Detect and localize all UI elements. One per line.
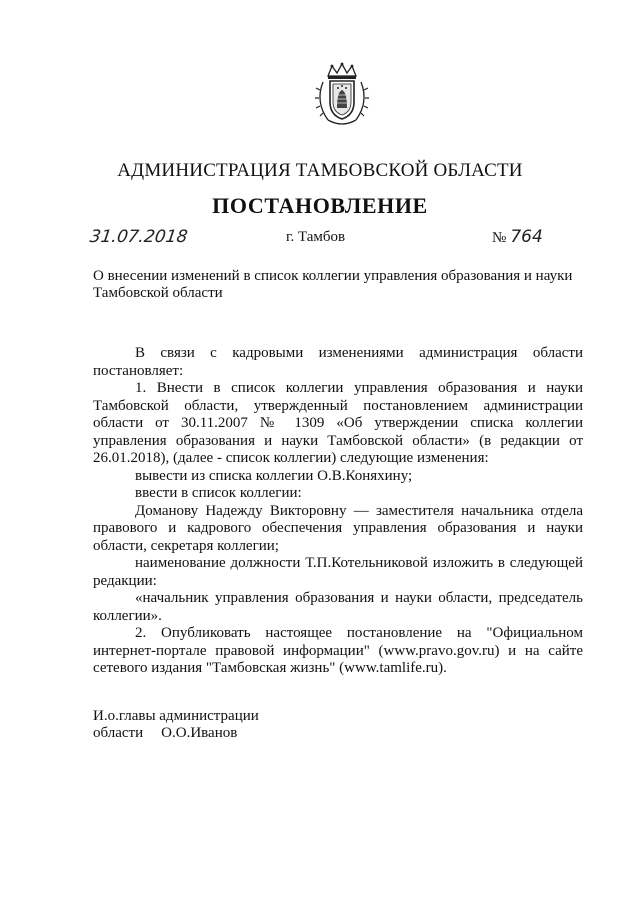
document-subject: О внесении изменений в список коллегии управления образования и науки Тамбовской области	[93, 268, 573, 301]
body-paragraph: В связи с кадровыми изменениями администрация области постановляет:	[93, 345, 583, 379]
document-body	[93, 345, 583, 678]
body-paragraph: вывести из списка коллегии О.В.Коняхину;	[135, 467, 413, 484]
document-type-title: ПОСТАНОВЛЕНИЕ	[212, 193, 428, 218]
organization-title: АДМИНИСТРАЦИЯ ТАМБОВСКОЙ ОБЛАСТИ	[117, 160, 523, 181]
body-paragraph: «начальник управления образования и науки области, председатель коллегии».	[93, 590, 583, 624]
document-city: г. Тамбов	[286, 229, 346, 245]
body-paragraph: Доманову Надежду Викторовну — заместителя начальника отдела правового и кадрового обеспечения управления образования и науки области, секретаря коллегии;	[93, 502, 583, 554]
coat-of-arms-icon	[314, 62, 370, 128]
body-paragraph: наименование должности Т.П.Котельниковой изложить в следующей редакции:	[93, 555, 583, 589]
signer-position-cont: области	[93, 725, 144, 741]
signature-block	[93, 708, 259, 742]
body-paragraph: ввести в список коллегии:	[135, 485, 302, 501]
signer-position: И.о.главы администрации	[93, 708, 259, 724]
number-value: 764	[510, 227, 543, 247]
document-number	[492, 227, 543, 247]
document-date: 31.07.2018	[88, 227, 189, 247]
signer-name: О.О.Иванов	[161, 725, 238, 741]
number-label: №	[492, 230, 507, 246]
body-paragraph: 2. Опубликовать настоящее постановление на "Официальном интернет-портале правовой информации" (www.pravo.gov.ru) и на сайте сетевого издания "Тамбовская жизнь" (www.tamlife.ru).	[93, 625, 583, 676]
body-paragraph: 1. Внести в список коллегии управления образования и науки Тамбовской области, утвержденный постановлением администрации области от 30.11.2007 № 1309 «Об утверждении списка коллегии управления образования и науки Тамбовской области» (в редакции от 26.01.2018), (далее - список коллегии) следующие изменения:	[93, 380, 583, 466]
